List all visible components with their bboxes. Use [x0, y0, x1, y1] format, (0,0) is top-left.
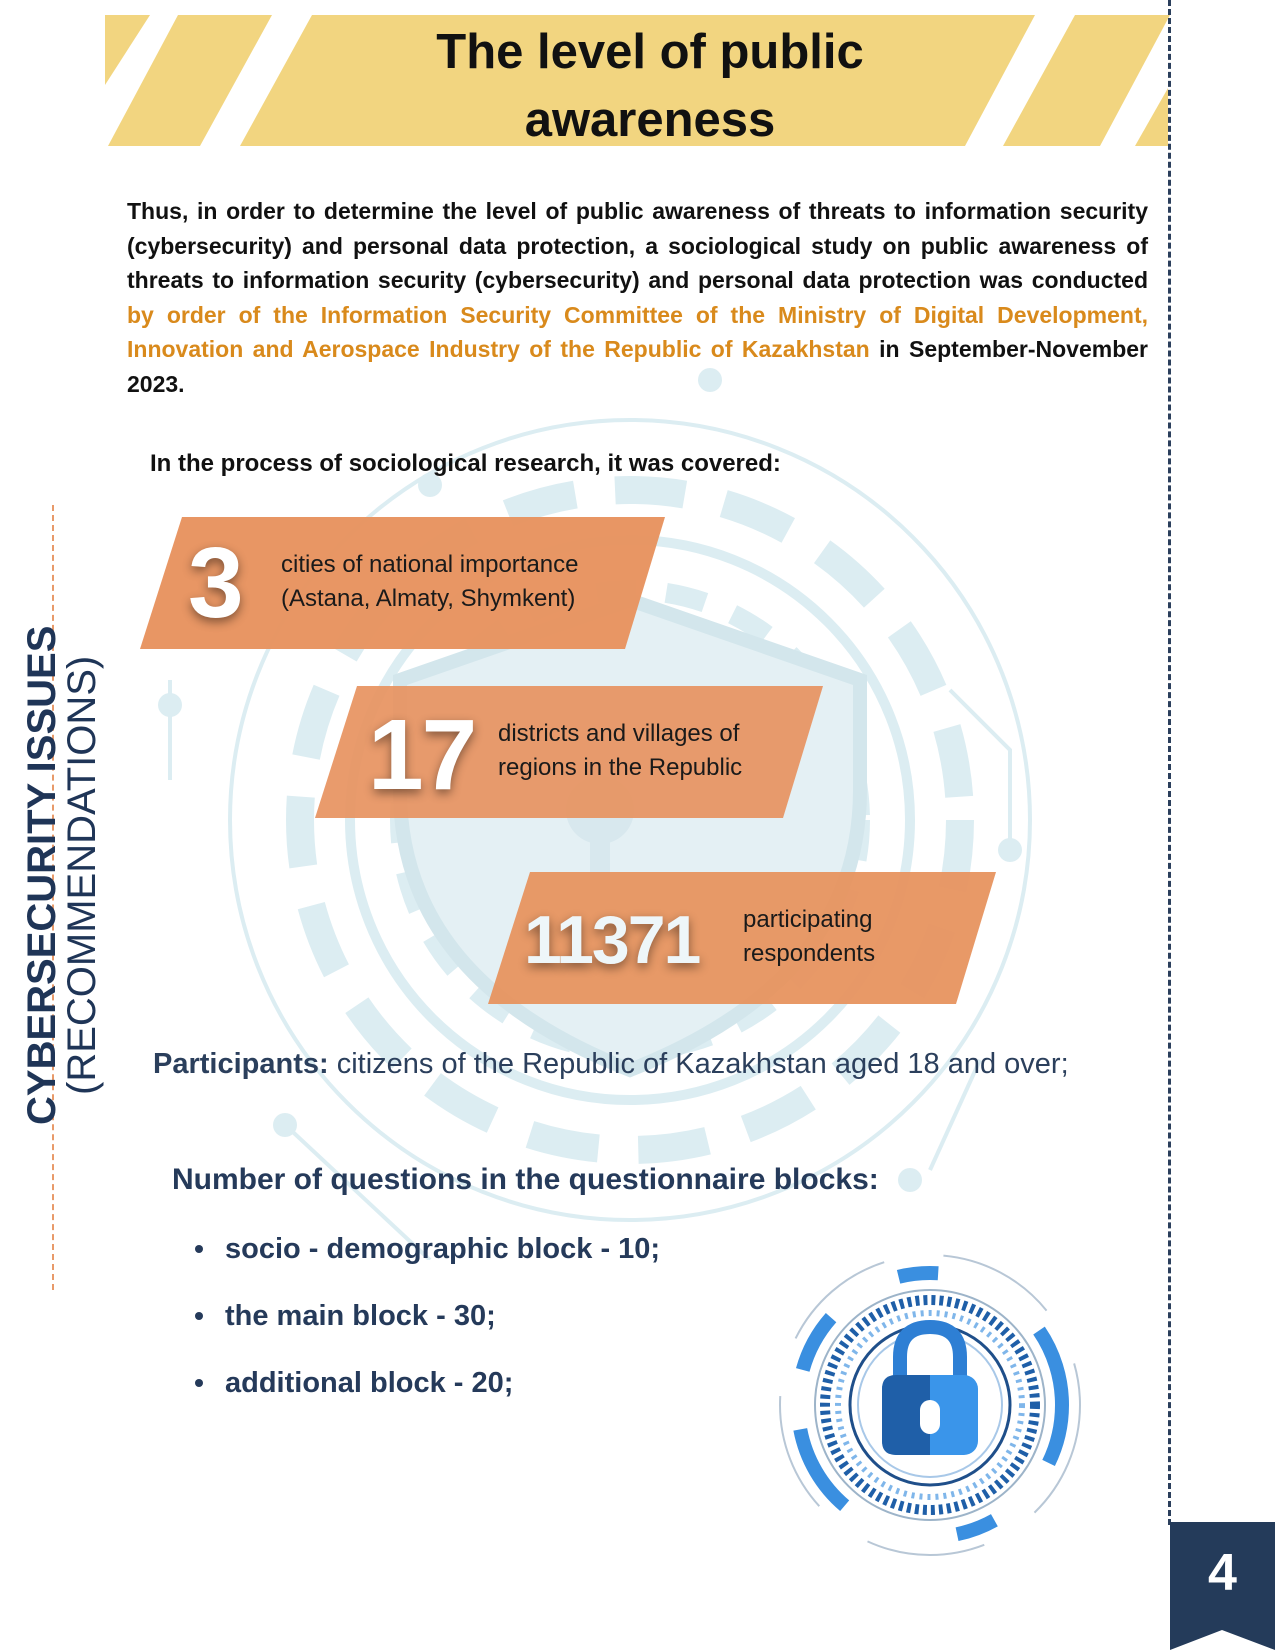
questions-heading: Number of questions in the questionnaire blocks: — [172, 1163, 879, 1196]
page-border — [1168, 0, 1171, 1525]
bullet-icon — [195, 1245, 203, 1253]
stat-desc-districts: districts and villages of regions in the Republic — [498, 720, 743, 781]
coverage-heading: In the process of sociological research, it was covered: — [150, 450, 781, 477]
page-number: 4 — [1208, 1544, 1237, 1602]
intro-paragraph: Thus, in order to determine the level of public awareness of threats to information security (cybersecurity) and personal data protection, a sociological study on public awareness of threats to information security (cybersecurity) and personal data protection was conducted by order of the Information Security Committee of the Ministry of Digital Development, Innovation and Aerospace Industry of the Republic of Kazakhstan in September-November 2023. — [127, 198, 1148, 397]
bullet-icon — [195, 1379, 203, 1387]
page-title: The level of public awareness — [436, 25, 864, 147]
side-title-primary: CYBERSECURITY ISSUES — [20, 625, 64, 1125]
side-title-secondary: (RECOMMENDATIONS) — [60, 655, 104, 1095]
stat-desc-cities: cities of national importance (Astana, Almaty, Shymkent) — [281, 551, 579, 612]
padlock-icon — [755, 1245, 1115, 1565]
participants-line: Participants: citizens of the Republic of Kazakhstan aged 18 and over; — [153, 1048, 1069, 1080]
committee-highlight: by order of the Information Security Committee of the Ministry of Digital Development, Innovation and Aerospace Industry of the Republic of Kazakhstan — [127, 301, 1148, 362]
bullet-icon — [195, 1312, 203, 1320]
stat-number-districts: 17 — [368, 699, 476, 811]
stat-number-respondents: 11371 — [524, 902, 700, 978]
stat-number-cities: 3 — [188, 527, 242, 639]
stat-desc-respondents: participating respondents — [743, 906, 876, 967]
